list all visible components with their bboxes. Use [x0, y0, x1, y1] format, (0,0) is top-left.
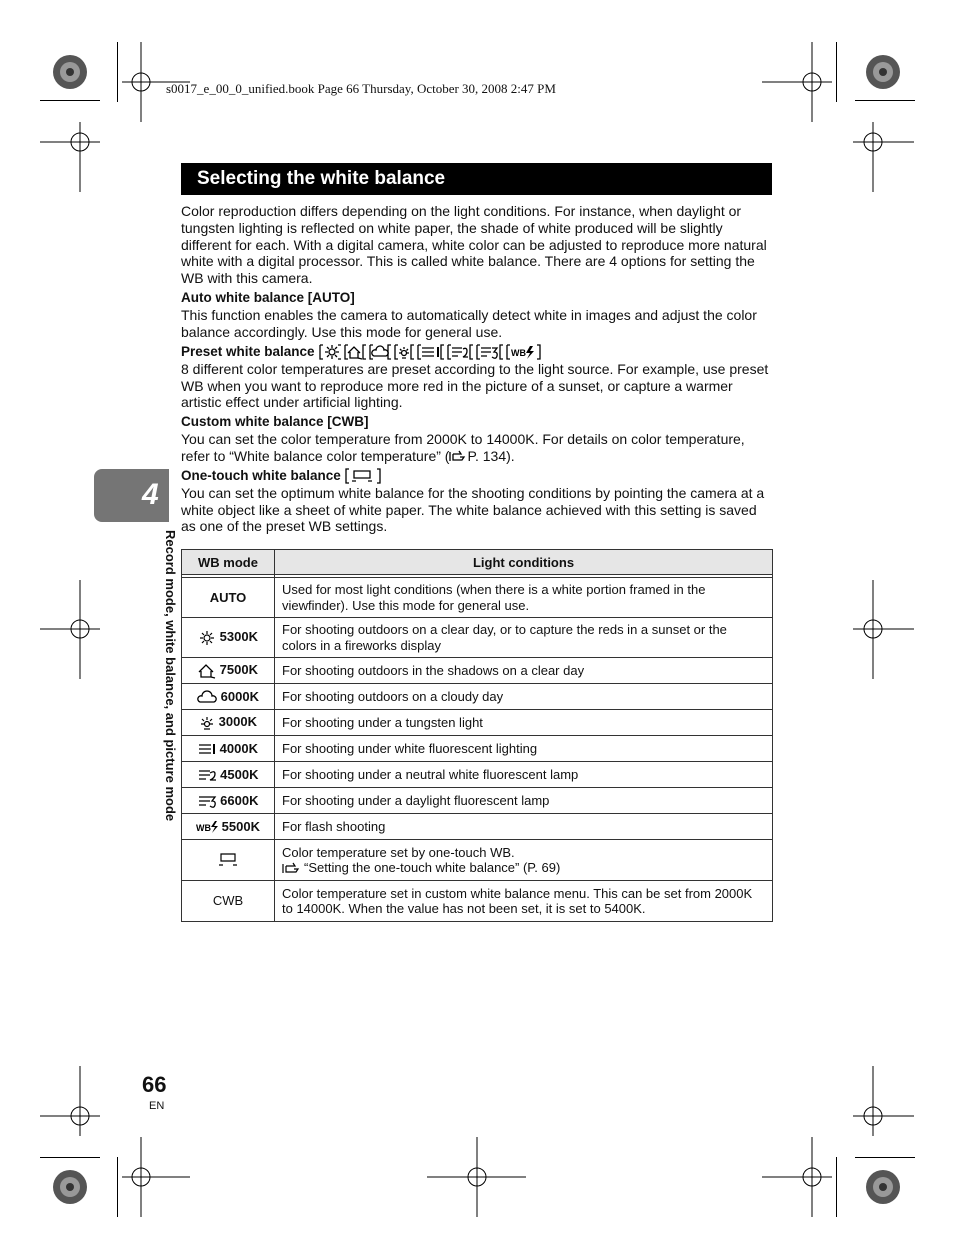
wb-mode-value: 3000K	[218, 714, 257, 730]
light-conditions-cell: For shooting outdoors on a cloudy day	[275, 684, 773, 710]
preset-block	[181, 344, 773, 411]
wb-mode-cell	[182, 618, 275, 658]
color-wheel-icon	[53, 1170, 87, 1204]
table-row	[182, 814, 773, 840]
fluorescent-3-icon	[198, 794, 217, 808]
one-touch-reference-text: “Setting the one-touch white balance” (P. 69)	[304, 860, 561, 875]
wb-flash-icon: WB	[511, 348, 527, 359]
auto-block	[181, 290, 773, 340]
crosshair-icon	[762, 1137, 832, 1217]
tungsten-icon	[199, 715, 215, 731]
preset-heading-text: Preset white balance	[181, 344, 319, 359]
color-wheel-icon	[53, 55, 87, 89]
preset-text: 8 different color temperatures are preset according to the light source. For example, use preset WB when you want to reproduce more red in the picture of a sunset, or capture a warmer artistic effect under artificial lighting.	[181, 360, 769, 411]
table-row	[182, 710, 773, 736]
table-row	[182, 736, 773, 762]
one-touch-desc: Color temperature set by one-touch WB.	[282, 844, 515, 860]
wb-mode-cell	[182, 684, 275, 710]
intro-block	[181, 203, 773, 287]
onetouch-heading-text: One-touch white balance	[181, 468, 345, 483]
page-number: 66	[142, 1072, 167, 1097]
wb-mode-cell	[182, 736, 275, 762]
wb-table	[181, 549, 773, 922]
onetouch-text: You can set the optimum white balance for the shooting conditions by pointing the camera at a white object like a sheet of white paper. The white balance achieved with this setting is saved as one of the preset WB settings.	[181, 484, 765, 535]
auto-heading: Auto white balance [AUTO]	[181, 290, 355, 305]
table-row	[182, 762, 773, 788]
preset-heading	[181, 344, 773, 361]
table-row	[182, 684, 773, 710]
crosshair-icon	[40, 122, 100, 192]
book-header-line: s0017_e_00_0_unified.book Page 66 Thursday, October 30, 2008 2:47 PM	[166, 81, 556, 96]
wb-mode-cell	[182, 840, 275, 881]
wb-mode-value: 6000K	[220, 688, 259, 704]
wb-mode-value: 5300K	[219, 629, 258, 645]
fluorescent-2-icon	[198, 768, 217, 782]
preset-icons	[318, 344, 558, 360]
custom-text-a: You can set the color temperature from 2000K to 14000K. For details on color temperature, refer to “White balance color temperature” (	[181, 430, 745, 464]
side-label-text: Record mode, white balance, and picture mode	[163, 530, 178, 822]
one-touch-icon	[345, 468, 381, 484]
table-row	[182, 788, 773, 814]
reference-hand-icon	[449, 450, 467, 463]
wb-mode-cell	[182, 788, 275, 814]
light-conditions-cell: For shooting under a daylight fluorescent lamp	[275, 788, 773, 814]
wb-mode-cell	[182, 814, 275, 840]
cloud-icon	[372, 346, 388, 356]
intro-text: Color reproduction differs depending on the light conditions. For instance, when daylight or tungsten lighting is reflected on white paper, the shade of white produced will be slightly different for each. With a digital camera, white color can be adjusted to reproduce more natural white with a digital processor. This is called white balance. There are 4 options for setting the WB with this camera.	[181, 203, 767, 287]
crosshair-icon	[853, 122, 914, 192]
tungsten-icon	[399, 347, 409, 358]
light-conditions-cell: For flash shooting	[275, 814, 773, 840]
color-wheel-icon	[866, 1170, 900, 1204]
fluorescent-1-icon	[422, 347, 438, 357]
custom-block	[181, 414, 773, 464]
light-conditions-cell: For shooting under a tungsten light	[275, 710, 773, 736]
crosshair-icon	[40, 1066, 100, 1136]
crosshair-icon	[427, 1137, 526, 1217]
table-row	[182, 578, 773, 618]
reference-hand-icon	[282, 862, 304, 875]
crosshair-icon	[40, 580, 100, 679]
onetouch-heading	[181, 468, 773, 485]
sun-icon	[198, 630, 216, 646]
wb-mode-value: 7500K	[219, 662, 258, 678]
custom-text-b: P. 134).	[467, 447, 515, 464]
custom-text	[181, 431, 773, 465]
wb-mode-value: 4500K	[220, 766, 259, 782]
light-conditions-cell: For shooting under a neutral white fluorescent lamp	[275, 762, 773, 788]
wb-mode-cell	[182, 658, 275, 684]
one-touch-icon	[217, 852, 239, 868]
wb-mode-value: 6600K	[220, 792, 259, 808]
light-conditions-cell	[275, 840, 773, 881]
col-header-wb-mode: WB mode	[182, 550, 275, 575]
table-row	[182, 840, 773, 881]
light-conditions-cell: For shooting under white fluorescent lighting	[275, 736, 773, 762]
fluorescent-1-icon	[198, 742, 216, 756]
custom-heading: Custom white balance [CWB]	[181, 414, 369, 429]
fluorescent-2-icon	[452, 348, 468, 357]
wb-mode-cell	[182, 710, 275, 736]
wb-mode-cell: AUTO	[182, 578, 275, 618]
light-conditions-cell: For shooting outdoors on a clear day, or to capture the reds in a sunset or the colors in a fireworks display	[275, 618, 773, 658]
cloud-icon	[197, 690, 217, 704]
crosshair-icon	[122, 1137, 190, 1217]
col-header-light-conditions: Light conditions	[275, 550, 773, 575]
light-conditions-cell: For shooting outdoors in the shadows on a clear day	[275, 658, 773, 684]
crosshair-icon	[853, 580, 914, 679]
fluorescent-3-icon	[481, 348, 497, 358]
svg-text:WB: WB	[196, 823, 212, 834]
shade-icon	[198, 663, 216, 679]
crosshair-icon	[762, 42, 832, 122]
shade-icon	[348, 347, 362, 359]
sun-icon	[325, 345, 339, 359]
one-touch-reference	[282, 860, 765, 876]
wb-flash-icon	[196, 820, 218, 834]
crosshair-icon	[853, 1066, 914, 1136]
wb-mode-value: 5500K	[221, 818, 260, 834]
table-row	[182, 881, 773, 922]
table-row	[182, 658, 773, 684]
light-conditions-cell: Color temperature set in custom white balance menu. This can be set from 2000K to 14000K. When the value has not been set, it is set to 5400K.	[275, 881, 773, 922]
section-title: Selecting the white balance	[181, 163, 772, 195]
table-row	[182, 618, 773, 658]
onetouch-block	[181, 468, 773, 535]
light-conditions-cell: Used for most light conditions (when there is a white portion framed in the viewfinder). Use this mode for general use.	[275, 578, 773, 618]
chapter-number: 4	[142, 478, 159, 511]
color-wheel-icon	[866, 55, 900, 89]
wb-mode-cell	[182, 762, 275, 788]
language-code: EN	[149, 1100, 165, 1112]
wb-mode-value: 4000K	[219, 740, 258, 756]
wb-mode-cell: CWB	[182, 881, 275, 922]
auto-text: This function enables the camera to automatically detect white in images and adjust the color balance accordingly. Use this mode for general use.	[181, 306, 757, 340]
side-chapter-label	[160, 530, 180, 860]
